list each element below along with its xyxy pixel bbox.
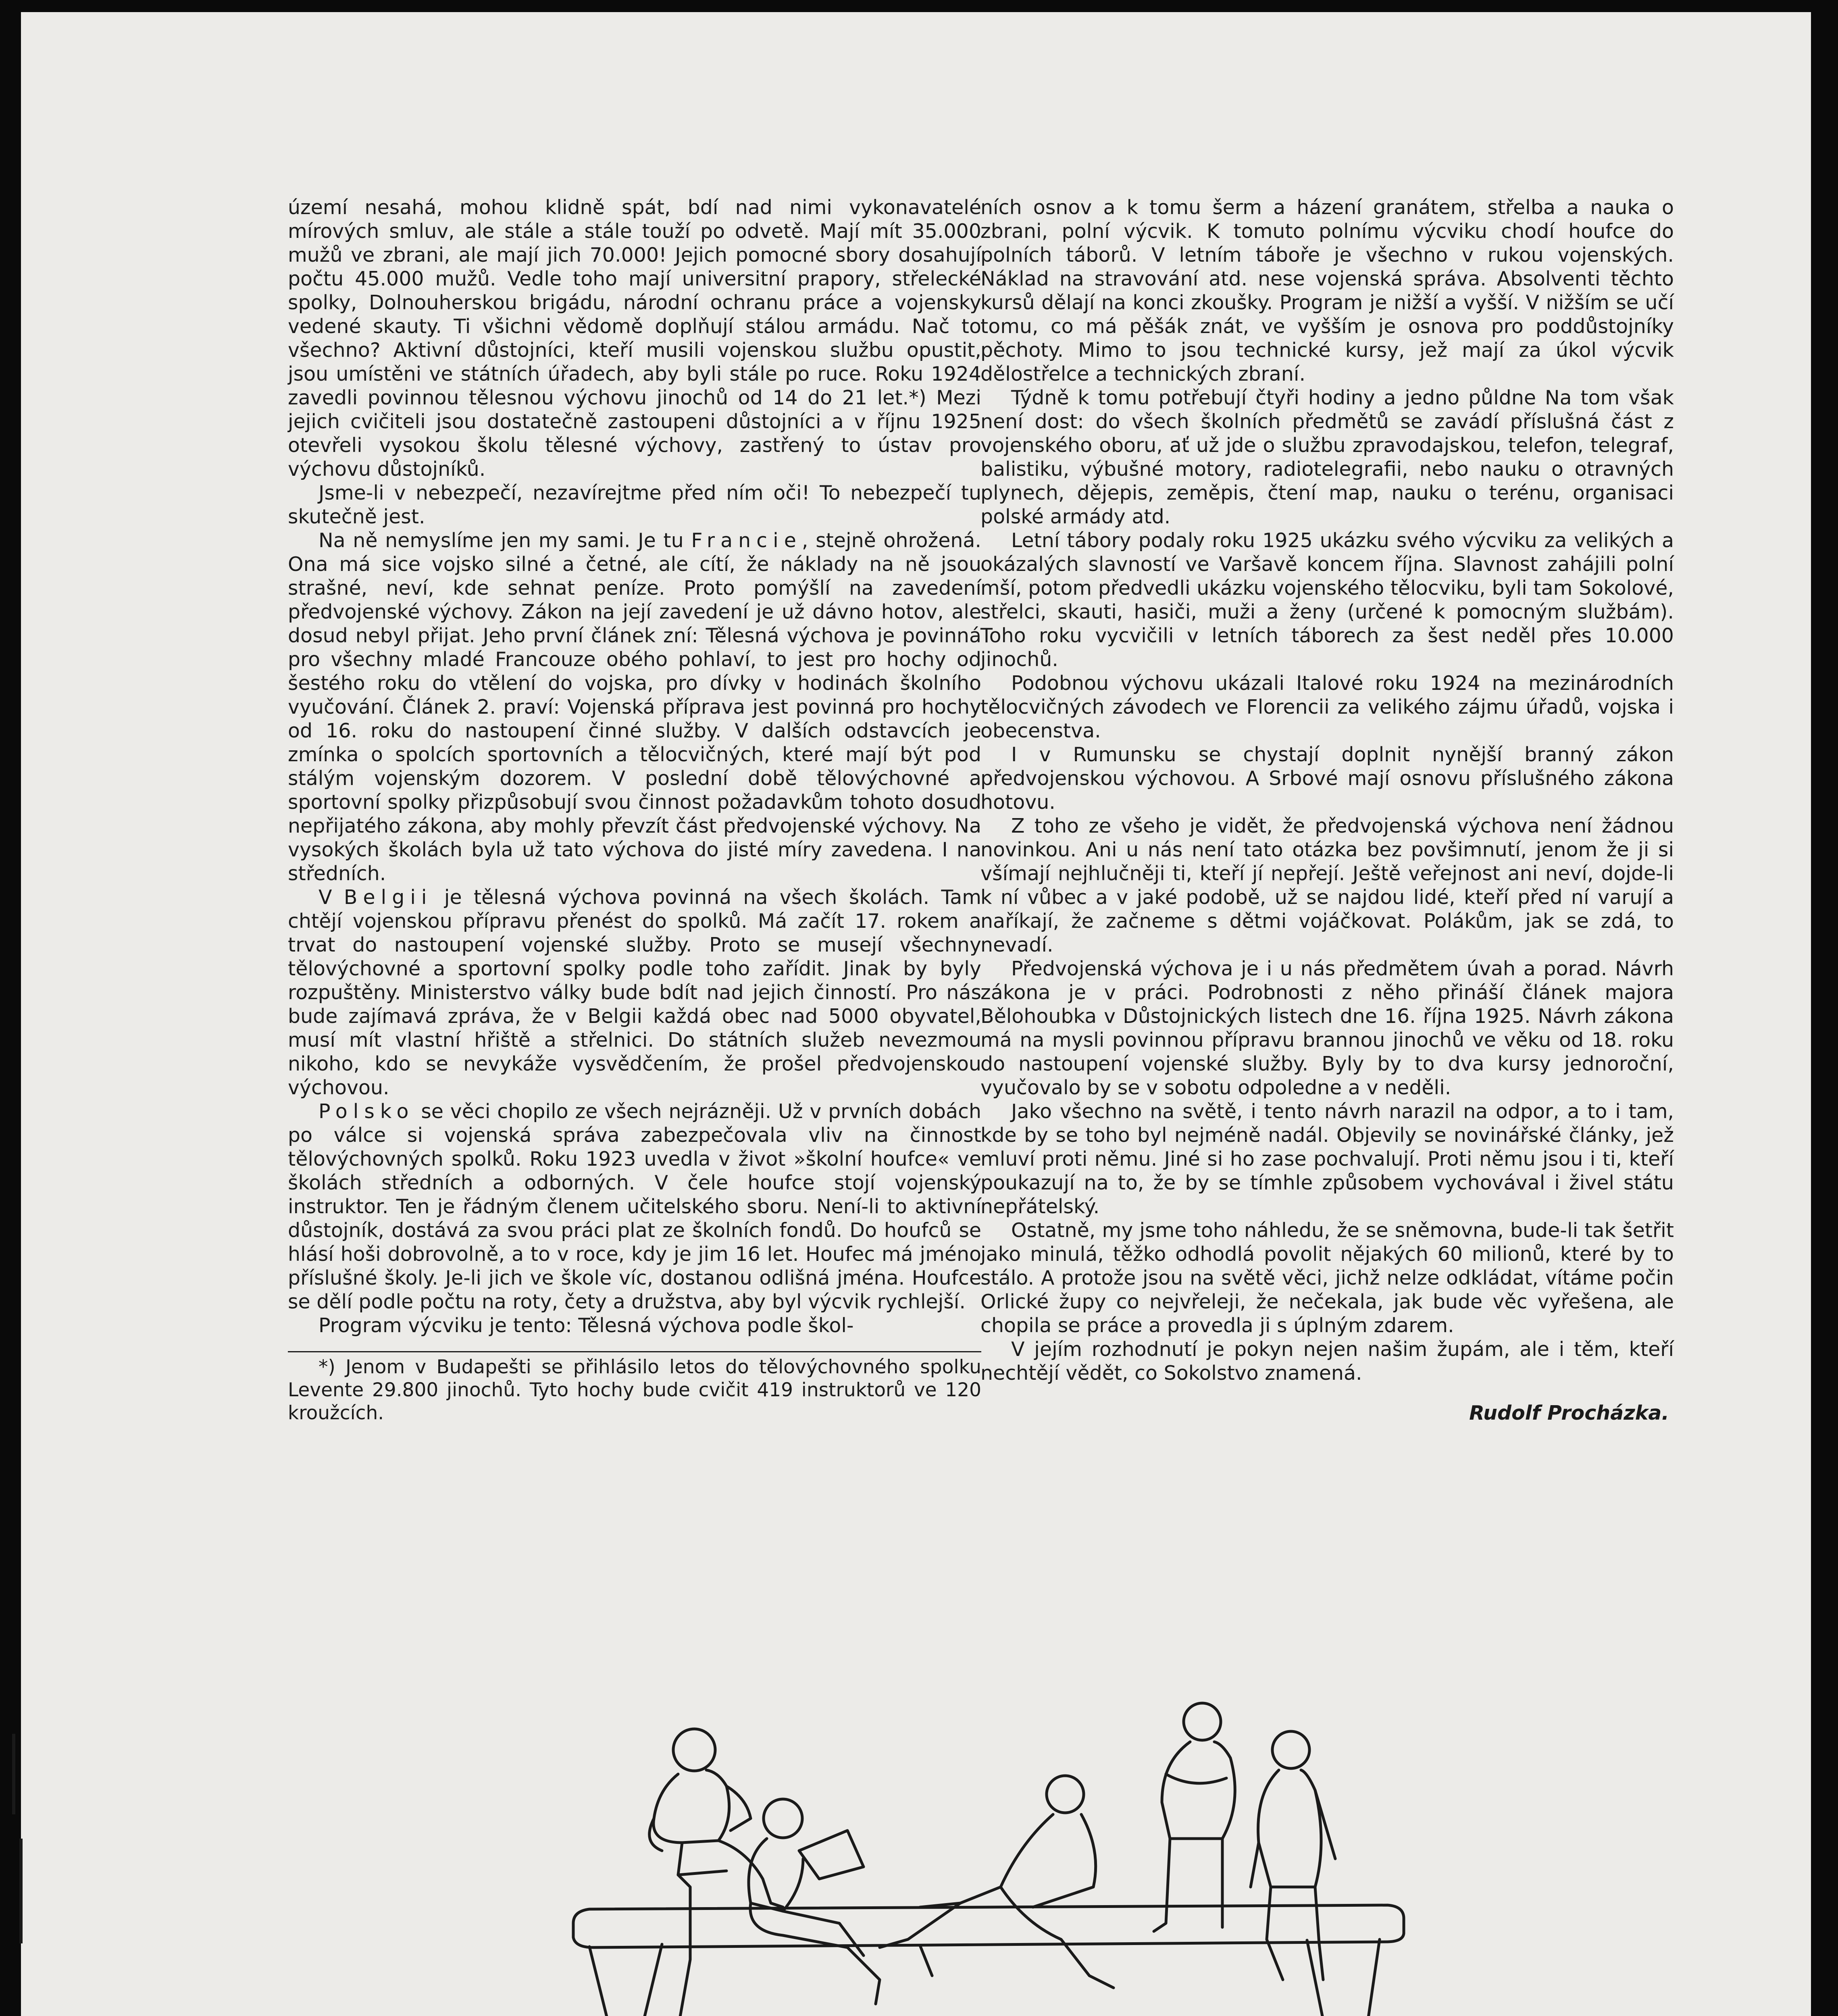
paragraph: Jsme-li v nebezpečí, nezavírejtme před ním oči! To nebezpečí tu skutečně jest. [288, 481, 981, 528]
paragraph: Ostatně, my jsme toho náhledu, že se sněmovna, bude-li tak šetřit jako minulá, těžko odhodlá povolit nějakých 60 milionů, které by to stálo. A protože jsou na světě věci, jichž nelze odkládat, vítáme počin Orlické župy co nejvřeleji, že nečekala, jak bude věc vyřešena, ale chopila se práce a provedla ji s úplným zdarem. [980, 1219, 1674, 1337]
right-column [980, 196, 1674, 1425]
paragraph: Předvojenská výchova je i u nás předmětem úvah a porad. Návrh zákona je v práci. Podrobnosti z něho přináší článek majora Bělohoubka v Důstojnických listech dne 16. října 1925. Návrh zákona má na mysli povinnou přípravu brannou jinochů ve věku od 18. roku do nastoupení vojenské služby. Byly by to dva kursy jednoroční, vyučovalo by se v sobotu odpoledne a v neděli. [980, 957, 1674, 1099]
paragraph [288, 1100, 981, 1314]
paragraph: Z toho ze všeho je vidět, že předvojenská výchova není žádnou novinkou. Ani u nás není tato otázka bez povšimnutí, jenom že ji si všímají nejhlučněji ti, kteří jí nepřejí. Ještě veřejnost ani neví, dojde-li k ní vůbec a v jaké podobě, už se najdou lidé, kteří před ní varují a naříkají, že začneme s dětmi vojáčkovat. Polákům, jak se zdá, to nevadí. [980, 814, 1674, 956]
paragraph: V jejím rozhodnutí je pokyn nejen našim župám, ale i těm, kteří nechtějí vědět, co Sokolstvo znamená. [980, 1338, 1674, 1385]
footnote [288, 1351, 981, 1425]
text-run: se věci chopilo ze všech nejrázněji. Už v prvních dobách po válce si vojenská správa zabezpečovala vliv na činnost tělovýchovných spolků. Roku 1923 uvedla v život »školní houfce« ve školách středních a odborných. V čele houfce stojí vojenský instruktor. Ten je řádným členem učitelského sboru. Není-li to aktivní důstojník, dostává za svou práci plat ze školních fondů. Do houfců se hlásí hoši dobrovolně, a to v roce, kdy je jim 16 let. Houfec má jméno příslušné školy. Je-li jich ve škole víc, dostanou odlišná jména. Houfce se dělí podle počtu na roty, čety a družstva, aby byl výcvik rychlejší. [288, 1100, 982, 1313]
binding-mark [19, 1839, 23, 1943]
country-name: Belgii [343, 886, 433, 909]
text-run: V [318, 886, 332, 909]
footnote-text: *) Jenom v Budapešti se přihlásilo letos do tělovýchovného spolku Levente 29.800 jinochů. Tyto hochy bude cvičit 419 instruktorů ve 120 kroužcích. [288, 1356, 981, 1424]
page [21, 12, 1811, 2016]
paragraph: Program výcviku je tento: Tělesná výchova podle škol- [318, 1314, 854, 1337]
reclining-man-figure [880, 1776, 1114, 1988]
left-column [288, 196, 981, 1425]
text-run: , stejně ohrožená. Ona má sice vojsko silné a četné, ale cítí, že náklady na ně jsou strašné, neví, kde sehnat peníze. Proto pomýšlí na zavedení předvojenské výchovy. Zákon na její zavedení je už dávno hotov, ale dosud nebyl přijat. Jeho první článek zní: Tělesná výchova je povinná pro všechny mladé Francouze obého pohlaví, to jest pro hochy od šestého roku do vtělení do vojska, pro dívky v hodinách školního vyučování. Článek 2. praví: Vojenská příprava jest povinná pro hochy od 16. roku do nastoupení činné služby. V dalších odstavcích je zmínka o spolcích sportovních a tělocvičných, které mají být pod stálým vojenským dozorem. V poslední době tělovýchovné a sportovní spolky přizpůsobují svou činnost požadavkům tohoto dosud nepřijatého zákona, aby mohly převzít část předvojenské výchovy. Na vysokých školách byla už tato výchova do jisté míry zavedena. I na středních. [288, 529, 982, 885]
paragraph [288, 529, 981, 885]
paragraph: Jako všechno na světě, i tento návrh narazil na odpor, a to i tam, kde by se toho byl nejméně nadál. Objevily se novinářské články, jež mluví proti němu. Jiné si ho zase pochvalují. Proti němu jsou i ti, kteří poukazují na to, že by se tímhle způsobem vychovával i živel státu nepřátelský. [980, 1100, 1674, 1218]
standing-man-figure [649, 1729, 783, 2016]
paragraph: I v Rumunsku se chystají doplnit nynější branný zákon předvojenskou výchovou. A Srbové mají osnovu příslušného zákona hotovu. [980, 743, 1674, 814]
text-run: je tělesná výchova povinná na všech školách. Tam chtějí vojenskou přípravu přenést do spolků. Má začít 17. rokem a trvat do nastoupení vojenské služby. Proto se musejí všechny tělovýchovné a sportovní spolky podle toho zařídit. Jinak by byly rozpuštěny. Ministerstvo války bude bdít nad jejich činností. Pro nás bude zajímavá zpráva, že v Belgii každá obec nad 5000 obyvatel, musí mít vlastní hřiště a střelnici. Do státních služeb nevezmou nikoho, kdo se nevykáže vysvědčením, že prošel předvojenskou výchovou. [288, 886, 982, 1099]
paragraph [288, 885, 981, 1100]
country-name: Polsko [318, 1100, 414, 1123]
country-name: Francie [691, 529, 802, 552]
paragraph: Letní tábory podaly roku 1925 ukázku svého výcviku za velikých a okázalých slavností ve Varšavě koncem října. Slavnost zahájili polní mší, potom předvedli ukázku vojenského tělocviku, byli tam Sokolové, střelci, skauti, hasiči, muži a ženy (určené k pomocným službám). Toho roku vycvičili v letních táborech za šest neděl přes 10.000 jinochů. [980, 529, 1674, 671]
paragraph: území nesahá, mohou klidně spát, bdí nad nimi vykonavatelé mírových smluv, ale stále a stále touží po odvetě. Mají mít 35.000 mužů ve zbrani, ale mají jich 70.000! Jejich pomocné sbory dosahují počtu 45.000 mužů. Vedle toho mají universitní prapory, střelecké spolky, Dolnouherskou brigádu, národní ochranu práce a vojensky vedené skauty. Ti všichni vědomě doplňují stálou armádu. Nač to všechno? Aktivní důstojníci, kteří musili vojenskou službu opustit, jsou umístěni ve státních úřadech, aby byli stále po ruce. Roku 1924 zavedli povinnou tělesnou výchovu jinochů od 14 do 21 let.*) Mezi jejich cvičiteli jsou dostatečně zastoupeni důstojníci a v říjnu 1925 otevřeli vysokou školu tělesné výchovy, zastřený to ústav pro výchovu důstojníků. [288, 196, 981, 481]
binding-mark [12, 1734, 15, 1814]
paragraph: ních osnov a k tomu šerm a házení granátem, střelba a nauka o zbrani, polní výcvik. K tomuto polnímu výcviku chodí houfce do polních táborů. V letním táboře je všechno v rukou vojenských. Náklad na stravování atd. nese vojenská správa. Absolventi těchto kursů dělají na konci zkoušky. Program je nižší a vyšší. V nižším se učí tomu, co má pěšák znát, ve vyšším je osnova pro poddůstojníky pěchoty. Mimo to jsou technické kursy, jež mají za úkol výcvik dělostřelce a technických zbraní. [980, 196, 1674, 385]
author-signature: Rudolf Procházka. [1469, 1402, 1669, 1425]
arms-crossed-man-figure [1154, 1703, 1235, 1931]
text-run: Na ně nemyslíme jen my sami. Je tu [318, 529, 684, 552]
bench-drawing [573, 1905, 1404, 2016]
reading-man-figure [749, 1799, 880, 2004]
paragraph: Podobnou výchovu ukázali Italové roku 1924 na mezinárodních tělocvičných závodech ve Florencii za velikého zájmu úřadů, vojska i obecenstva. [980, 672, 1674, 742]
gymnasts-illustration [557, 1697, 1424, 2016]
paragraph: Týdně k tomu potřebují čtyři hodiny a jedno půldne Na tom však není dost: do všech školních předmětů se zavádí příslušná část z vojenského oboru, ať už jde o službu zpravodajskou, telefon, telegraf, balistiku, výbušné motory, radiotelegrafii, nebo nauku o otravných plynech, dějepis, zeměpis, čtení map, nauku o terénu, organisaci polské armády atd. [980, 386, 1674, 528]
